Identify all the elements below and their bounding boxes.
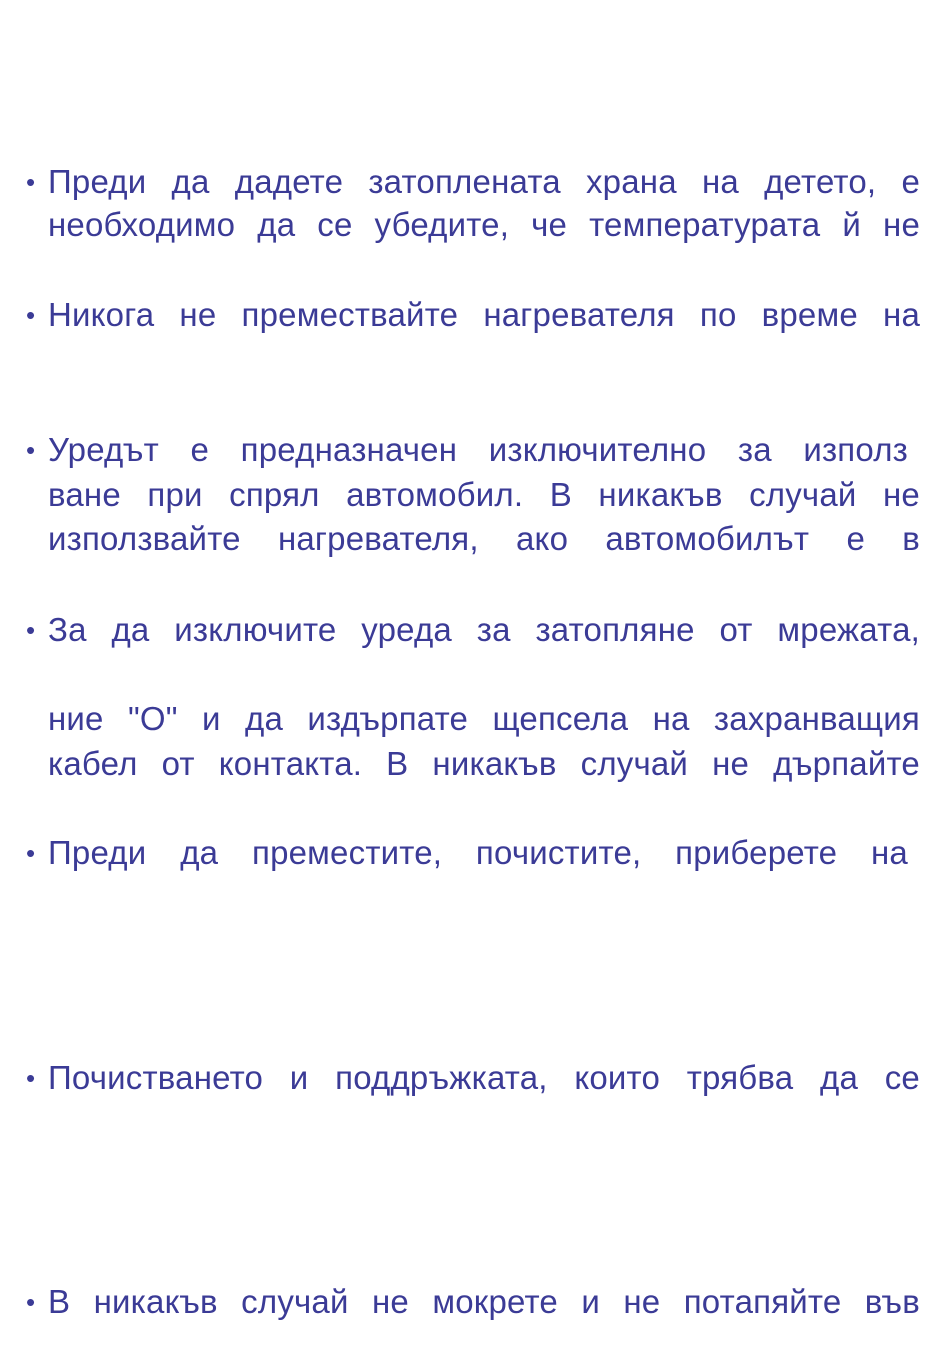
warning-text-line: За да изключите уреда за затопляне от мрежата, — [48, 611, 920, 648]
bullet-marker: • — [26, 435, 36, 465]
warning-text-line: кабел от контакта. В никакъв случай не дърпайте — [48, 745, 920, 782]
warning-text-line: ване при спрял автомобил. В никакъв случай не — [48, 476, 920, 513]
warning-text-line: необходимо да се убедите, че температурата й не — [48, 206, 920, 243]
warning-text-line: Почистването и поддръжката, които трябва да се — [48, 1059, 920, 1096]
bullet-marker: • — [26, 1287, 36, 1317]
bullet-marker: • — [26, 838, 36, 868]
bullet-marker: • — [26, 615, 36, 645]
warning-text-line: В никакъв случай не мокрете и не потапяйте във — [48, 1283, 920, 1320]
warning-text-line: използвайте нагревателя, ако автомобилът е в — [48, 520, 920, 557]
warning-text-line: ние "O" и да издърпате щепсела на захранващия — [48, 700, 920, 737]
warning-text-line: Преди да преместите, почистите, приберете на — [48, 834, 908, 871]
bullet-marker: • — [26, 1063, 36, 1093]
warning-text-line: Преди да дадете затоплената храна на детето, е — [48, 163, 920, 200]
bullet-marker: • — [26, 167, 36, 197]
bullet-marker: • — [26, 300, 36, 330]
warning-text-line: Уредът е предназначен изключително за използ — [48, 431, 908, 468]
warning-text-line: Никога не премествайте нагревателя по време на — [48, 296, 920, 333]
